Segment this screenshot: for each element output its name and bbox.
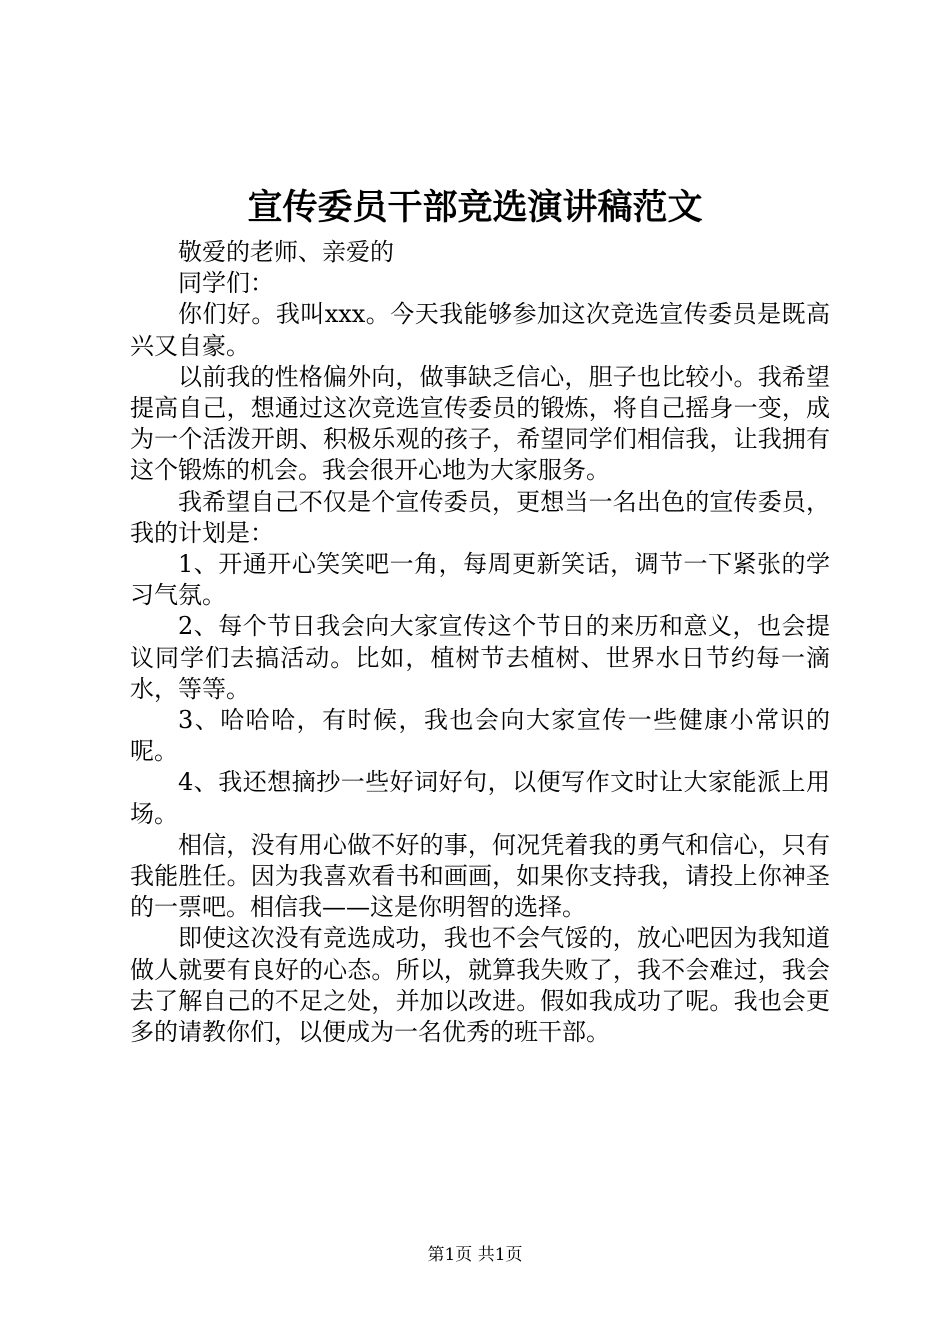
paragraph: 你们好。我叫xxx。今天我能够参加这次竞选宣传委员是既高兴又自豪。: [130, 300, 830, 360]
document-title: 宣传委员干部竞选演讲稿范文: [247, 187, 703, 228]
page-footer: [0, 1243, 950, 1267]
paragraph: 以前我的性格偏外向，做事缺乏信心，胆子也比较小。我希望提高自己，想通过这次竞选宣传委员的锻炼，将自己摇身一变，成为一个活泼开朗、积极乐观的孩子，希望同学们相信我，让我拥有这个锻炼的机会。我会很开心地为大家服务。: [130, 362, 830, 485]
paragraph: 即使这次没有竞选成功，我也不会气馁的，放心吧因为我知道做人就要有良好的心态。所以，就算我失败了，我不会难过，我会去了解自己的不足之处，并加以改进。假如我成功了呢。我也会更多的请教你们，以便成为一名优秀的班干部。: [130, 924, 830, 1047]
paragraph: 相信，没有用心做不好的事，何况凭着我的勇气和信心，只有我能胜任。因为我喜欢看书和画画，如果你支持我，请投上你神圣的一票吧。相信我——这是你明智的选择。: [130, 830, 830, 922]
plan-item: 1、开通开心笑笑吧一角，每周更新笑话，调节一下紧张的学习气氛。: [130, 550, 830, 610]
plan-item: 3、哈哈哈，有时候，我也会向大家宣传一些健康小常识的呢。: [130, 706, 830, 766]
plan-item: 4、我还想摘抄一些好词好句，以便写作文时让大家能派上用场。: [130, 768, 830, 828]
paragraph: 我希望自己不仅是个宣传委员，更想当一名出色的宣传委员，我的计划是：: [130, 487, 830, 547]
document-body: [130, 237, 830, 1048]
greeting-line: 同学们：: [178, 269, 274, 298]
plan-item: 2、每个节日我会向大家宣传这个节日的来历和意义，也会提议同学们去搞活动。比如，植树节去植树、世界水日节约每一滴水，等等。: [130, 612, 830, 703]
greeting-line: 敬爱的老师、亲爱的: [178, 238, 394, 266]
page-number: 第1页 共1页: [427, 1245, 523, 1265]
